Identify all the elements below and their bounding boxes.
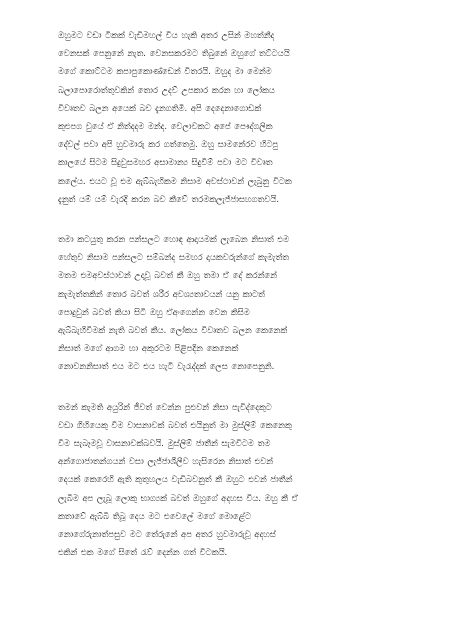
text-line: මතම එමඅවස්ථාවන් උදාවූ බවත් කී ඔහු තමා ඒ දේ කරන්නේ	[58, 270, 277, 281]
text-line: අන්ගොජාතන්ගයන් වසා ලැජ්ජාශීලීව හැසිරෙන නිසාත් එවන්	[58, 456, 273, 467]
text-line: බලාපොරොත්තුවකින් තොර උදව් උපකාර කරන හා ලෝකය	[58, 84, 275, 95]
text-line: කුළුපග වුයේ ඒ නිත්දදම මන්ද. වෙලාවකට අපේ පෞද්ගලික	[58, 121, 273, 132]
text-line: තමන් කැමති අයුරින් ජීවත් වෙන්න පුළුවන් නිසා පැවිද්දෙකුට	[58, 401, 272, 412]
text-line: එකින් එක මගේ සිතේ රැව් දෙන්න ගත් විටකයි.	[58, 547, 228, 558]
text-line: හේතුව නිසාම පන්සලට සම්බන්ද සමහර දායකවරුන්ගේ කැමැත්ත	[58, 252, 289, 263]
text-line: තමා කටයුතු කරන පන්සලට හොඳ ආදායමක් ලැබෙන නිසාත් එම	[58, 234, 289, 245]
text-line: කලේය. එයට වූ එම ඇබ්බැහිකම නිසාම අවස්ථාවන් ලැබුනු විටක	[58, 175, 292, 186]
text-line: වෙනසක් පෙනුනේ නැත. වෙනසකරමට තිබුනේ ඔහුගේ තට්ටයයි	[58, 48, 290, 59]
text-line: ඇබ්බැහිවීමක් නැති බවත් කීය. ලෝකය විවෘතව බලන කෙනෙක්	[58, 325, 288, 336]
text-line: දැනුත් යම් යම් වැරදි කරන බව කීවේ තරමකලැජ්ජාසහගතවයි.	[58, 193, 279, 204]
text-line: කැමැත්තකින් තොර බවත් ශරීර අවශ්‍යතාවයන් යනු කාටත්	[58, 288, 265, 299]
text-line: නොවනනිසාත් එය මට එය හැටි වැරැද්දක් ලෙස නොපෙනුනි.	[58, 361, 275, 372]
text-line: පොදුවුන් බවත් කියා සිටි ඔහු ඒඅංගෙන්න වෙන කිසිම	[58, 306, 250, 317]
text-line: ලැබීම අප ලැබූ ලොකු භාග්‍යක් බවත් ඔහුගේ අදහස විය. ඔහු කී ඒ	[58, 492, 298, 503]
text-line: වඩා ගිහියෙකු වීම වාසනාවක් බවත් එයිනුත් මා මුස්ලිම් කෙනෙකු	[58, 419, 292, 430]
paragraph-1	[58, 26, 394, 208]
text-line: දෙයක් කෙරෙහි ඇති කුතුහලය වැඩිබවනුත් කී ඔහුට එවන් ජාතීන්	[58, 474, 293, 485]
text-line: විවෘතව බලන අයෙක් බව දැනගතිමි. අපි දෙදෙනාගොඩක්	[58, 102, 262, 113]
text-line: ඔහුමට වඩා ටිකක් වැඩිමහල් විය හැකි අතර උසින් මහත්නීද	[58, 30, 275, 40]
text-line: කතාවේ ඇබ්බී තිබූ දෙය මට එවෙලේ මගේ මොළේට	[58, 510, 252, 521]
text-line: දේවල් පවා අපි හුවමාරු කර ගත්තෙමු. ඔහු සාමනේරව හිටපු	[58, 139, 279, 150]
text-line: කාලයේ සිටම සිදුවුසමහර අසාමාන්‍ය සිදුවීම් පවා මට විවෘත	[58, 157, 273, 168]
text-line: වීම සැබෑමවූ වාසනාවක්බවයි. මුස්ලිම් ජාතීන් සැමවිටම තම	[58, 438, 271, 449]
paragraph-2	[58, 230, 394, 376]
paragraph-3	[58, 398, 394, 562]
text-line: නොගේරුනාත්පසුව මට තේරුනේ අප අතර හුවමාරුවූ අදහස්	[58, 529, 276, 540]
text-line: මගේ කොට්ටම කපාපුකොණ්ඩෙන් විතරයි. ඔහුද මා මෙන්ම	[58, 66, 272, 77]
text-line: නිසාත් මගේ ආගම හා අකුරටම පිළිපදින කෙනෙක්	[58, 343, 239, 354]
